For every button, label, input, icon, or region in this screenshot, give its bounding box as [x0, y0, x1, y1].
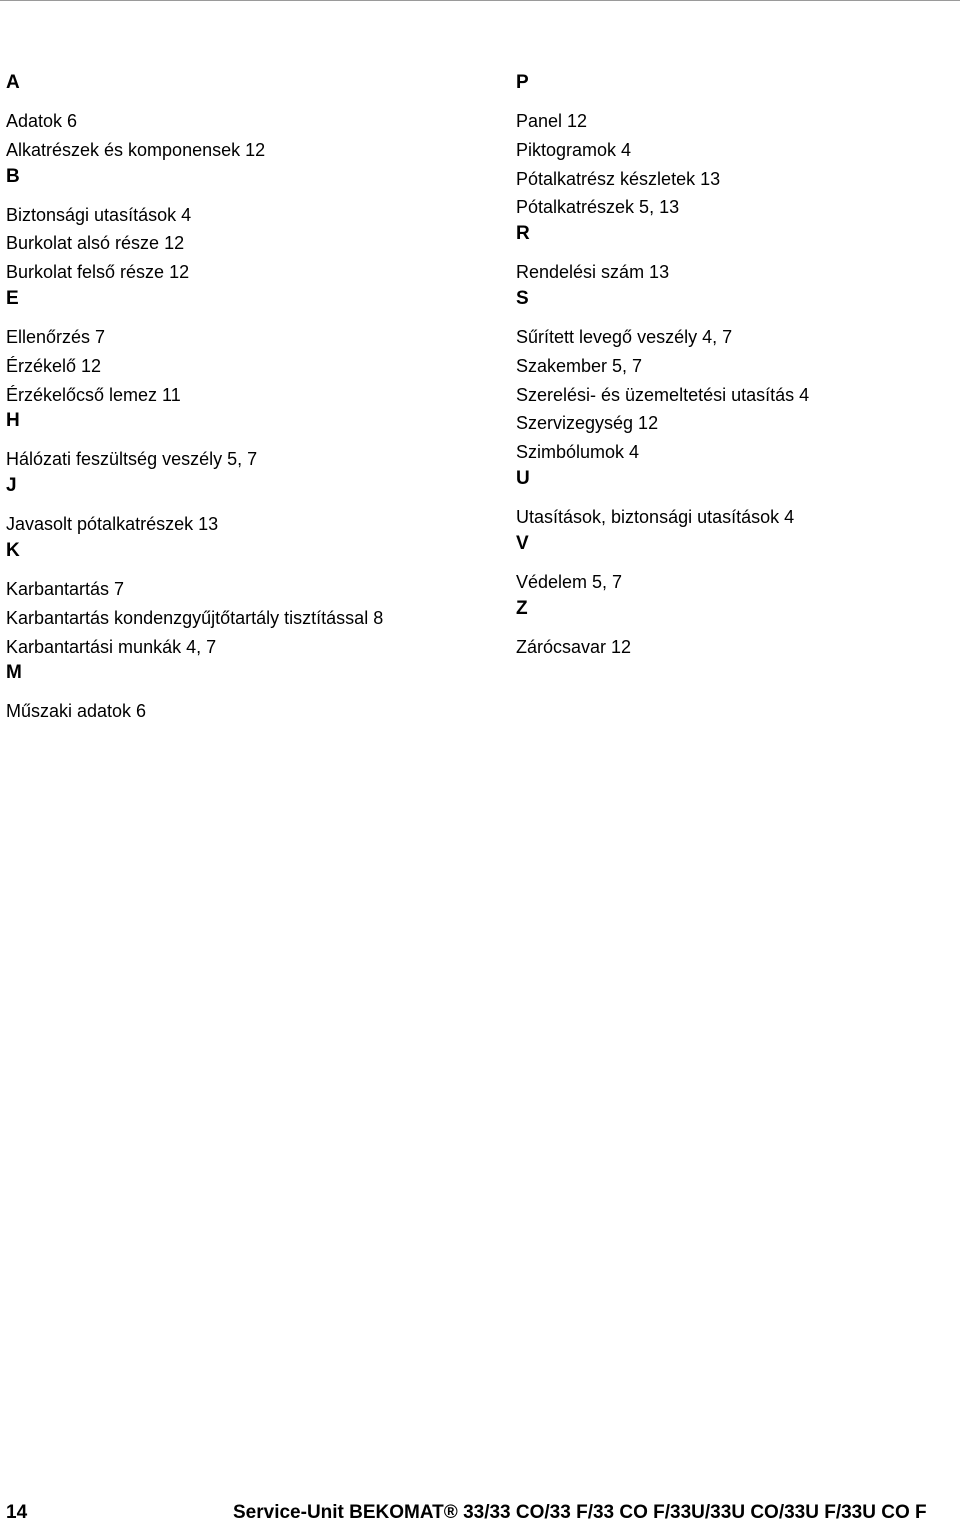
index-entry: Adatok 6	[6, 111, 78, 131]
index-section-a	[6, 72, 496, 165]
index-entry: Panel 12	[516, 111, 588, 131]
index-letter: U	[516, 467, 530, 489]
index-entry: Burkolat alsó része 12	[6, 233, 185, 254]
index-letter: H	[6, 410, 20, 432]
index-section-m	[6, 662, 496, 726]
index-entry: Sűrített levegő veszély 4, 7	[516, 326, 733, 347]
index-letter: B	[6, 165, 20, 187]
index-entry: Pótalkatrészek 5, 13	[516, 197, 680, 218]
document-title: Service-Unit BEKOMAT® 33/33 CO/33 F/33 CO F/33U/33U CO/33U F/33U CO F	[233, 1502, 927, 1523]
index-entry: Piktogramok 4	[516, 139, 632, 160]
index-letter: Z	[516, 597, 528, 619]
index-entry: Rendelési szám 13	[516, 262, 670, 283]
top-rule	[0, 0, 960, 1]
index-entry: Pótalkatrész készletek 13	[516, 168, 721, 189]
index-section-r	[516, 223, 956, 287]
index-entry: Hálózati feszültség veszély 5, 7	[6, 449, 258, 470]
index-letter: E	[6, 287, 19, 309]
index-section-v	[516, 533, 956, 597]
index-entry: Karbantartás kondenzgyűjtőtartály tisztítással 8	[6, 607, 384, 628]
index-letter: P	[516, 72, 529, 93]
index-entry: Érzékelő 12	[6, 355, 102, 376]
index-section-k	[6, 540, 496, 661]
index-section-p	[516, 72, 956, 222]
index-entry: Javasolt pótalkatrészek 13	[6, 514, 219, 535]
index-entry: Védelem 5, 7	[516, 571, 623, 592]
index-entry: Szerelési- és üzemeltetési utasítás 4	[516, 384, 810, 405]
index-letter: J	[6, 475, 17, 497]
index-column-left	[6, 71, 496, 727]
index-entry: Ellenőrzés 7	[6, 326, 106, 347]
index-entry: Utasítások, biztonsági utasítások 4	[516, 506, 795, 527]
index-entry: Szimbólumok 4	[516, 442, 640, 463]
index-section-e	[6, 288, 496, 409]
index-section-b	[6, 166, 496, 287]
index-entry: Érzékelőcső lemez 11	[6, 384, 181, 405]
index-column-right	[516, 71, 956, 662]
index-section-u	[516, 468, 956, 532]
index-letter: R	[516, 223, 530, 245]
index-letter: K	[6, 539, 20, 561]
index-entry: Alkatrészek és komponensek 12	[6, 139, 266, 160]
index-section-h	[6, 410, 496, 474]
index-letter: M	[6, 662, 22, 684]
index-section-z	[516, 598, 956, 662]
index-entry: Szakember 5, 7	[516, 355, 643, 376]
index-section-j	[6, 475, 496, 539]
index-section-s	[516, 288, 956, 467]
index-entry: Műszaki adatok 6	[6, 701, 147, 722]
index-entry: Karbantartási munkák 4, 7	[6, 636, 217, 657]
index-entry: Biztonsági utasítások 4	[6, 204, 192, 225]
page-number: 14	[6, 1502, 28, 1523]
index-entry: Karbantartás 7	[6, 578, 125, 599]
index-letter: S	[516, 287, 529, 309]
index-entry: Burkolat felső része 12	[6, 262, 190, 283]
index-letter: A	[6, 72, 20, 93]
index-letter: V	[516, 532, 529, 554]
index-entry: Szervizegység 12	[516, 413, 659, 434]
page-footer	[0, 1500, 960, 1526]
index-entry: Zárócsavar 12	[516, 636, 632, 657]
